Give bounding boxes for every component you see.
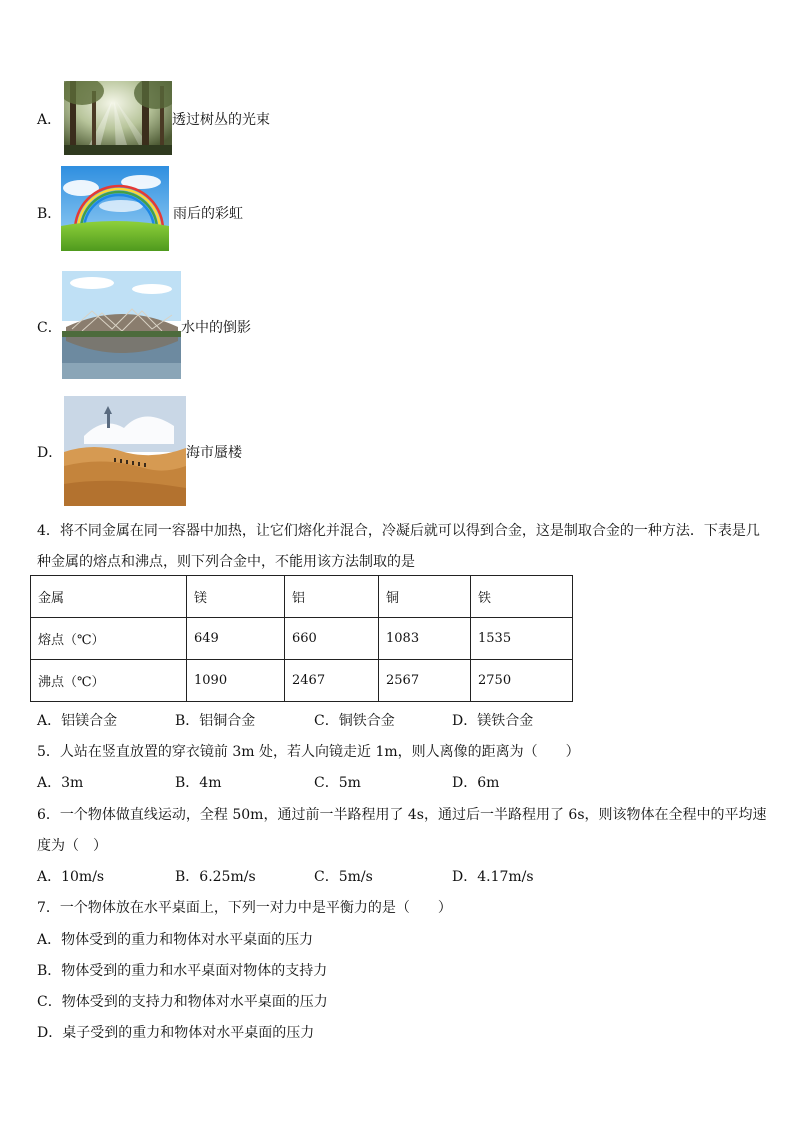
- table-cell: 1090: [187, 660, 285, 702]
- table-cell: 金属: [31, 576, 187, 618]
- question-stem: 6．一个物体做直线运动，全程 50m，通过前一半路程用了 4s，通过后一半路程用了 6s，则该物体在全程中的平均速: [37, 807, 767, 823]
- choice-d[interactable]: D．桌子受到的重力和物体对水平桌面的压力: [37, 1025, 315, 1041]
- table-row: [31, 618, 573, 660]
- choice-a[interactable]: A．10m/s: [37, 869, 105, 885]
- question-stem-continued: 种金属的熔点和沸点，则下列合金中，不能用该方法制取的是: [37, 554, 415, 570]
- table-cell: 熔点（℃）: [31, 618, 187, 660]
- choice-d[interactable]: D．镁铁合金: [452, 713, 534, 729]
- choice-b[interactable]: B．6.25m/s: [175, 869, 256, 885]
- option-caption: 透过树丛的光束: [172, 112, 270, 128]
- table-cell: 1535: [471, 618, 573, 660]
- choice-c[interactable]: C．5m: [314, 775, 361, 791]
- question-stem: 7．一个物体放在水平桌面上，下列一对力中是平衡力的是（ ）: [37, 900, 452, 916]
- table-cell: 660: [285, 618, 379, 660]
- table-cell: 镁: [187, 576, 285, 618]
- table-cell: 649: [187, 618, 285, 660]
- choice-b[interactable]: B．铝铜合金: [175, 713, 256, 729]
- table-row: [31, 576, 573, 618]
- forest-light-beams-image: [64, 81, 172, 155]
- option-letter: B．: [37, 206, 62, 222]
- option-caption: 雨后的彩虹: [173, 206, 243, 222]
- table-cell: 铁: [471, 576, 573, 618]
- choice-b[interactable]: B．4m: [175, 775, 222, 791]
- stadium-reflection-image: [62, 271, 181, 379]
- choice-d[interactable]: D．6m: [452, 775, 500, 791]
- option-letter: C．: [37, 320, 62, 336]
- choice-b[interactable]: B．物体受到的重力和水平桌面对物体的支持力: [37, 963, 328, 979]
- desert-mirage-image: [64, 396, 186, 506]
- choice-a[interactable]: A．铝镁合金: [37, 713, 118, 729]
- option-caption: 水中的倒影: [181, 320, 251, 336]
- choice-c[interactable]: C．铜铁合金: [314, 713, 395, 729]
- rainbow-meadow-image: [61, 166, 169, 251]
- option-caption: 海市蜃楼: [186, 445, 242, 461]
- choice-c[interactable]: C．物体受到的支持力和物体对水平桌面的压力: [37, 994, 328, 1010]
- choice-a[interactable]: A．物体受到的重力和物体对水平桌面的压力: [37, 932, 314, 948]
- choice-c[interactable]: C．5m/s: [314, 869, 373, 885]
- metal-properties-table: [30, 575, 573, 702]
- table-row: [31, 660, 573, 702]
- table-cell: 铜: [379, 576, 471, 618]
- choice-a[interactable]: A．3m: [37, 775, 84, 791]
- table-cell: 2567: [379, 660, 471, 702]
- option-letter: A．: [37, 112, 62, 128]
- table-cell: 1083: [379, 618, 471, 660]
- question-stem: 5．人站在竖直放置的穿衣镜前 3m 处，若人向镜走近 1m，则人离像的距离为（ ）: [37, 744, 580, 760]
- table-cell: 2467: [285, 660, 379, 702]
- question-stem: 4．将不同金属在同一容器中加热，让它们熔化并混合，冷凝后就可以得到合金，这是制取合金的一种方法．下表是几: [37, 523, 760, 539]
- table-cell: 沸点（℃）: [31, 660, 187, 702]
- question-stem-continued: 度为（ ）: [37, 838, 107, 854]
- table-cell: 2750: [471, 660, 573, 702]
- table-cell: 铝: [285, 576, 379, 618]
- option-letter: D．: [37, 445, 63, 461]
- choice-d[interactable]: D．4.17m/s: [452, 869, 534, 885]
